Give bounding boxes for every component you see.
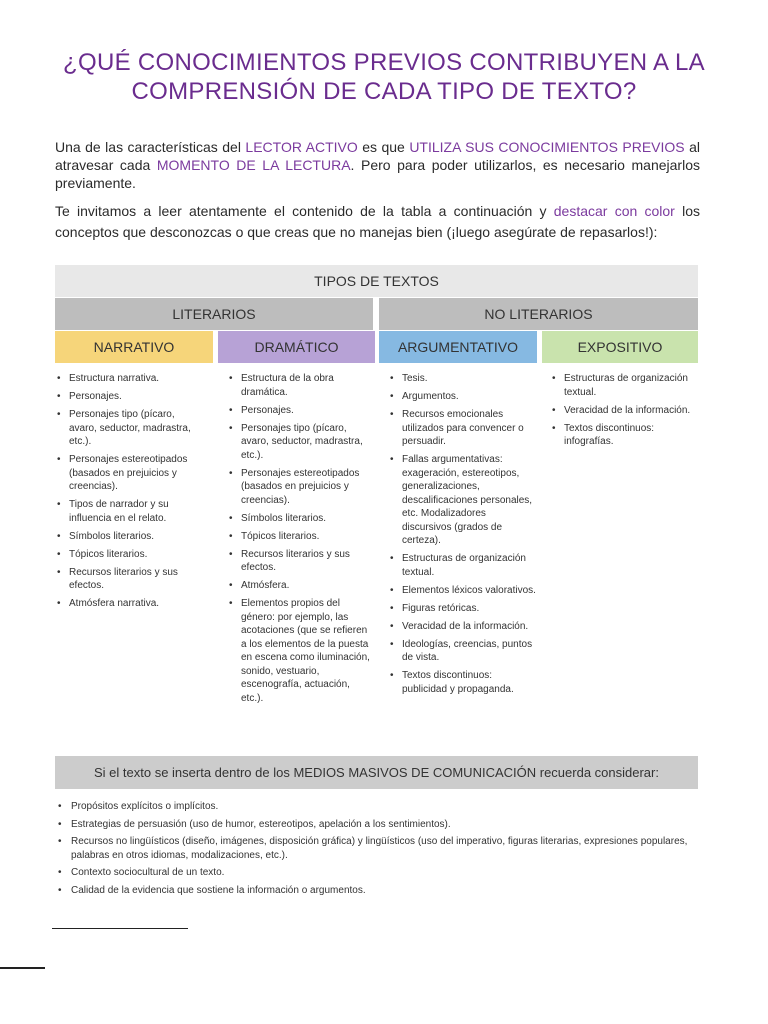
list-item: • Calidad de la evidencia que sostiene la información o argumentos. [56, 884, 696, 898]
list-item: • Figuras retóricas. [388, 602, 538, 616]
list-item: • Recursos literarios y sus efectos. [55, 566, 205, 593]
title-line-2: COMPRENSIÓN DE CADA TIPO DE TEXTO? [131, 78, 637, 105]
list-item: • Propósitos explícitos o implícitos. [56, 800, 696, 814]
category-row [55, 331, 698, 363]
narrativo-list [55, 372, 205, 615]
media-heading: Si el texto se inserta dentro de los MEDIOS MASIVOS DE COMUNICACIÓN recuerda considerar: [55, 756, 698, 789]
list-item: • Elementos léxicos valorativos. [388, 584, 538, 598]
list-item: • Personajes tipo (pícaro, avaro, seductor, madrastra, etc.). [55, 408, 205, 449]
highlight-conocimientos-previos: UTILIZA SUS CONOCIMIENTOS PREVIOS [409, 139, 685, 155]
category-argumentativo: ARGUMENTATIVO [379, 331, 537, 363]
list-item: • Personajes estereotipados (basados en prejuicios y creencias). [55, 453, 205, 494]
list-item: • Tipos de narrador y su influencia en el relato. [55, 498, 205, 525]
list-item: • Veracidad de la información. [388, 620, 538, 634]
list-item: • Atmósfera. [227, 579, 372, 593]
intro-text-1: Una de las características del [55, 139, 246, 155]
list-item: • Tópicos literarios. [55, 548, 205, 562]
list-item: • Estructura narrativa. [55, 372, 205, 386]
argumentativo-list [388, 372, 538, 701]
group-row [55, 298, 698, 330]
list-item: • Fallas argumentativas: exageración, estereotipos, generalizaciones, descalificaciones personales, etc. Modalizadores discursivos (grados de certeza). [388, 453, 538, 548]
list-item: • Atmósfera narrativa. [55, 597, 205, 611]
invite-paragraph [55, 201, 700, 243]
category-dramatico: DRAMÁTICO [218, 331, 375, 363]
list-item: • Argumentos. [388, 390, 538, 404]
group-no-literarios: NO LITERARIOS [379, 298, 698, 330]
highlight-lector-activo: LECTOR ACTIVO [245, 139, 358, 155]
list-item: • Personajes estereotipados (basados en prejuicios y creencias). [227, 467, 372, 508]
table-header: TIPOS DE TEXTOS [55, 265, 698, 297]
category-expositivo: EXPOSITIVO [542, 331, 698, 363]
highlight-destacar: destacar con color [553, 203, 675, 219]
list-item: • Símbolos literarios. [55, 530, 205, 544]
expositivo-list [550, 372, 700, 453]
intro-paragraph [55, 138, 700, 192]
list-item: • Contexto sociocultural de un texto. [56, 866, 696, 880]
category-narrativo: NARRATIVO [55, 331, 213, 363]
intro-text-2: es que [357, 139, 410, 155]
list-item: • Símbolos literarios. [227, 512, 372, 526]
list-item: • Textos discontinuos: publicidad y propaganda. [388, 669, 538, 696]
list-item: • Tesis. [388, 372, 538, 386]
page-title [40, 48, 728, 106]
intro-text-4: . Pero para poder utilizarlos, es necesario manejarlos previamente. [55, 157, 700, 191]
list-item: • Personajes. [227, 404, 372, 418]
intro-text-3: al atravesar cada [55, 139, 700, 173]
highlight-momento-lectura: MOMENTO DE LA LECTURA [156, 157, 351, 173]
list-item: • Veracidad de la información. [550, 404, 700, 418]
list-item: • Personajes. [55, 390, 205, 404]
media-list [56, 800, 696, 901]
title-line-1: ¿QUÉ CONOCIMIENTOS PREVIOS CONTRIBUYEN A LA [63, 49, 705, 76]
list-item: • Ideologías, creencias, puntos de vista. [388, 638, 538, 665]
list-item: • Elementos propios del género: por ejemplo, las acotaciones (que se refieren a los elementos de la puesta en escena como iluminación, sonido, vestuario, escenografía, actuación, etc.). [227, 597, 372, 705]
page-edge-rule [0, 967, 45, 969]
list-item: • Estructura de la obra dramática. [227, 372, 372, 399]
footnote-rule [52, 928, 188, 929]
list-item: • Estructuras de organización textual. [550, 372, 700, 399]
list-item: • Estrategias de persuasión (uso de humor, estereotipos, apelación a los sentimientos). [56, 818, 696, 832]
list-item: • Personajes tipo (pícaro, avaro, seductor, madrastra, etc.). [227, 422, 372, 463]
dramatico-list [227, 372, 372, 710]
list-item: • Tópicos literarios. [227, 530, 372, 544]
list-item: • Textos discontinuos: infografías. [550, 422, 700, 449]
list-item: • Recursos literarios y sus efectos. [227, 548, 372, 575]
list-item: • Recursos no lingüísticos (diseño, imágenes, disposición gráfica) y lingüísticos (uso del imperativo, figuras literarias, expresiones populares, palabras en otros idiomas, modalizaciones, etc.). [56, 835, 696, 862]
group-literarios: LITERARIOS [55, 298, 373, 330]
list-item: • Recursos emocionales utilizados para convencer o persuadir. [388, 408, 538, 449]
list-item: • Estructuras de organización textual. [388, 552, 538, 579]
invite-text-1: Te invitamos a leer atentamente el contenido de la tabla a continuación y [55, 203, 554, 219]
invite-text-2: los conceptos que desconozcas o que creas que no manejas bien (¡luego asegúrate de repasarlos!): [55, 203, 700, 240]
